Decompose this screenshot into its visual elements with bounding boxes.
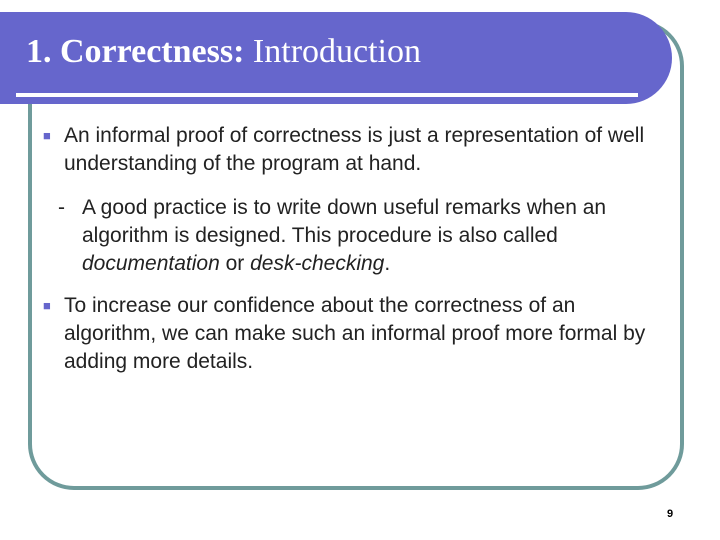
sub-point-text xyxy=(82,194,660,278)
sub-point xyxy=(58,194,660,278)
bullet-item-1 xyxy=(40,122,660,178)
page-number: 9 xyxy=(667,508,674,520)
bullet-item-2 xyxy=(40,292,660,376)
slide-title-bold: 1. Correctness: xyxy=(26,33,245,70)
term-documentation: documentation xyxy=(82,252,220,275)
dash-marker: - xyxy=(58,196,65,219)
sub-point-text-or: or xyxy=(219,252,251,275)
sub-point-text-end: . xyxy=(384,252,391,275)
sub-point-text-start: A good practice is to write down useful remarks when an algorithm is designed. This procedure is also called xyxy=(82,196,607,247)
bullet-text-1: An informal proof of correctness is just a representation of well understanding of the program at hand. xyxy=(64,124,645,175)
term-desk-checking: desk-checking xyxy=(250,252,385,275)
slide-title xyxy=(26,33,421,71)
bullet-text-2: To increase our confidence about the correctness of an algorithm, we can make such an informal proof more formal by adding more details. xyxy=(64,294,646,373)
slide-title-rest: Introduction xyxy=(244,33,421,70)
square-bullet-icon: ■ xyxy=(43,298,51,313)
slide-content xyxy=(40,122,660,392)
title-underline xyxy=(16,93,638,97)
square-bullet-icon: ■ xyxy=(43,128,51,143)
